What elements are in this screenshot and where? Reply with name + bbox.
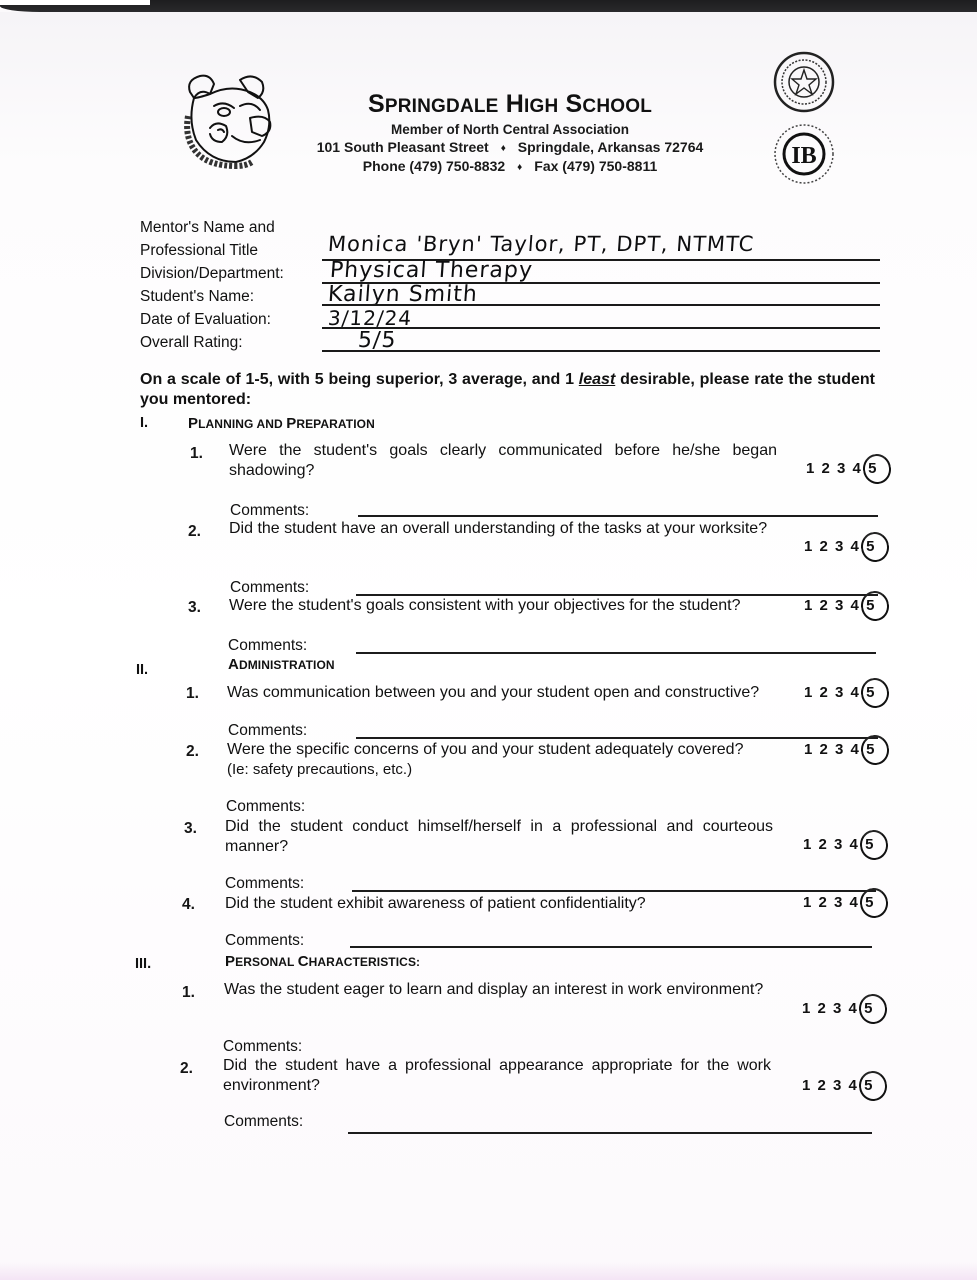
question-text: Were the student's goals clearly communicated before he/she began shadowing? — [229, 442, 777, 479]
title-initial: P — [225, 953, 236, 970]
overall-rating-line — [322, 350, 880, 352]
section-numeral: II. — [136, 662, 149, 678]
phone-number: Phone (479) 750-8832 — [362, 158, 506, 174]
rating-option-2[interactable]: 2 — [819, 741, 830, 758]
ib-seal-label: IB — [791, 143, 817, 169]
evaluation-date-label: Date of Evaluation: — [140, 311, 271, 328]
question-text: Did the student have an overall understanding of the tasks at your worksite? — [229, 520, 768, 537]
school-name-part: PRINGDALE — [384, 96, 499, 117]
fax-number: Fax (479) 750-8811 — [534, 158, 658, 174]
comments-label: Comments: — [224, 1113, 304, 1130]
address-line — [260, 139, 760, 155]
rating-scale[interactable] — [804, 684, 876, 701]
question-number: 1. — [186, 685, 199, 702]
department-value[interactable]: Physical Therapy — [329, 258, 534, 283]
rating-option-1[interactable]: 1 — [804, 741, 814, 758]
title-part: LANNING AND — [198, 417, 287, 431]
rating-option-2[interactable]: 2 — [818, 836, 829, 853]
bulldog-mascot-icon — [180, 70, 280, 170]
mentor-name-label-line2: Professional Title — [140, 242, 259, 259]
overall-rating-value[interactable]: 5/5 — [357, 328, 398, 353]
question-text: Did the student have a professional appearance appropriate for the work environment? — [223, 1057, 771, 1094]
rating-option-3[interactable]: 3 — [834, 836, 844, 853]
rating-option-5[interactable]: 5 — [866, 597, 876, 614]
rating-option-2[interactable]: 2 — [817, 1000, 828, 1017]
rating-option-2[interactable]: 2 — [817, 1077, 828, 1094]
rating-option-4[interactable]: 4 — [852, 460, 863, 477]
title-part: REPARATION — [296, 417, 375, 431]
rating-option-2[interactable]: 2 — [819, 538, 830, 555]
department-label: Division/Department: — [140, 265, 284, 282]
title-initial: P — [286, 415, 297, 432]
title-initial: C — [297, 953, 309, 970]
rating-option-1[interactable]: 1 — [803, 836, 813, 853]
school-name-part: IGH — [523, 96, 559, 117]
rating-instructions — [140, 370, 875, 410]
city-state-zip: Springdale, Arkansas 72764 — [517, 139, 704, 155]
evaluation-date-value[interactable]: 3/12/24 — [327, 306, 413, 330]
rating-option-5[interactable]: 5 — [864, 1077, 874, 1094]
rating-option-3[interactable]: 3 — [835, 538, 845, 555]
rating-option-1[interactable]: 1 — [802, 1077, 812, 1094]
association-line: Member of North Central Association — [390, 122, 630, 137]
rating-option-5[interactable]: 5 — [866, 538, 876, 555]
contact-line — [260, 158, 760, 174]
comments-input-line[interactable] — [348, 1132, 872, 1134]
rating-option-2[interactable]: 2 — [821, 460, 832, 477]
question-text: Did the student conduct himself/herself in a professional and courteous manner? — [225, 818, 773, 855]
comments-label: Comments: — [223, 1038, 303, 1055]
scan-bottom-tint — [0, 1262, 977, 1280]
rating-option-4[interactable]: 4 — [850, 597, 861, 614]
school-name — [260, 90, 760, 119]
rating-option-3[interactable]: 3 — [833, 1000, 843, 1017]
rating-option-3[interactable]: 3 — [834, 894, 844, 911]
school-name-initial: H — [505, 90, 524, 118]
rating-option-1[interactable]: 1 — [802, 1000, 812, 1017]
section-title-personal — [225, 953, 420, 970]
comments-input-line[interactable] — [350, 946, 872, 948]
question-text: Was communication between you and your student open and constructive? — [227, 684, 760, 701]
section-numeral: I. — [140, 415, 149, 431]
comments-label: Comments: — [225, 875, 305, 892]
comments-label: Comments: — [225, 932, 305, 949]
comments-input-line[interactable] — [356, 652, 876, 654]
rating-option-1[interactable]: 1 — [804, 597, 814, 614]
rating-scale[interactable] — [802, 1077, 874, 1094]
rating-scale[interactable] — [803, 894, 875, 911]
rating-option-1[interactable]: 1 — [803, 894, 813, 911]
instructions-emphasis: least — [578, 371, 616, 388]
rating-option-5[interactable]: 5 — [866, 741, 876, 758]
student-name-value[interactable]: Kailyn Smith — [327, 282, 479, 307]
rating-option-5[interactable]: 5 — [865, 894, 875, 911]
question-number: 1. — [190, 445, 203, 462]
comments-input-line[interactable] — [356, 737, 878, 739]
question-number: 3. — [184, 820, 197, 837]
rating-scale[interactable] — [802, 1000, 874, 1017]
scan-edge-highlight — [0, 0, 150, 5]
rating-option-3[interactable]: 3 — [837, 460, 847, 477]
rating-option-3[interactable]: 3 — [835, 741, 845, 758]
question-number: 3. — [188, 599, 201, 616]
comments-label: Comments: — [230, 502, 310, 519]
ib-seal-icon — [772, 122, 836, 186]
rating-option-1[interactable]: 1 — [804, 538, 814, 555]
rating-option-4[interactable]: 4 — [849, 894, 860, 911]
overall-rating-label: Overall Rating: — [140, 334, 243, 351]
question-text: Did the student exhibit awareness of patient confidentiality? — [225, 895, 646, 912]
question-number: 2. — [186, 743, 199, 760]
question-number: 1. — [182, 984, 195, 1001]
rating-option-3[interactable]: 3 — [835, 684, 845, 701]
rating-option-4[interactable]: 4 — [848, 1077, 859, 1094]
rating-option-4[interactable]: 4 — [849, 836, 860, 853]
instructions-text: On a scale of 1-5, with 5 being superior, 3 average, and 1 — [140, 371, 579, 388]
comments-label: Comments: — [228, 722, 308, 739]
question-text: Was the student eager to learn and display an interest in work environment? — [224, 981, 764, 998]
mentor-name-value[interactable]: Monica 'Bryn' Taylor, PT, DPT, NTMTC — [327, 232, 756, 256]
mentor-name-label-line1: Mentor's Name and — [140, 219, 275, 236]
title-part: HARACTERISTICS: — [308, 955, 421, 969]
rating-option-2[interactable]: 2 — [818, 894, 829, 911]
title-part: DMINISTRATION — [238, 658, 335, 672]
school-name-initial: S — [367, 90, 385, 118]
comments-input-line[interactable] — [352, 890, 876, 892]
question-text: Were the specific concerns of you and your student adequately covered? — [227, 741, 744, 758]
state-seal-icon — [772, 50, 836, 114]
section-title-administration — [228, 656, 335, 673]
rating-option-4[interactable]: 4 — [850, 741, 861, 758]
student-name-label: Student's Name: — [140, 288, 255, 305]
school-name-part: CHOOL — [582, 96, 653, 117]
rating-option-4[interactable]: 4 — [848, 1000, 859, 1017]
rating-option-2[interactable]: 2 — [819, 597, 830, 614]
section-numeral: III. — [135, 956, 152, 972]
rating-option-5[interactable]: 5 — [866, 684, 876, 701]
rating-option-2[interactable]: 2 — [819, 684, 830, 701]
question-subtext: (Ie: safety precautions, etc.) — [227, 761, 413, 778]
rating-option-5[interactable]: 5 — [868, 460, 878, 477]
comments-label: Comments: — [230, 579, 310, 596]
title-part: ERSONAL — [235, 955, 298, 969]
section-title-planning — [188, 415, 375, 432]
school-name-initial: S — [565, 90, 583, 118]
instructions-text: desirable, please rate the student you mentored: — [140, 371, 875, 408]
question-text: Were the student's goals consistent with your objectives for the student? — [229, 597, 741, 614]
comments-label: Comments: — [226, 798, 306, 815]
title-initial: A — [228, 656, 239, 673]
rating-scale[interactable] — [803, 836, 875, 853]
comments-label: Comments: — [228, 637, 308, 654]
question-number: 2. — [188, 523, 201, 540]
question-number: 4. — [182, 896, 195, 913]
rating-option-4[interactable]: 4 — [850, 538, 861, 555]
rating-scale[interactable] — [804, 597, 876, 614]
diamond-separator-icon: ♦ — [517, 162, 523, 173]
rating-option-3[interactable]: 3 — [835, 597, 845, 614]
title-initial: P — [188, 415, 199, 432]
rating-option-3[interactable]: 3 — [833, 1077, 843, 1094]
question-number: 2. — [180, 1060, 193, 1077]
rating-option-1[interactable]: 1 — [804, 684, 814, 701]
rating-scale[interactable] — [806, 460, 878, 477]
rating-scale[interactable] — [804, 538, 876, 555]
rating-option-4[interactable]: 4 — [850, 684, 861, 701]
rating-scale[interactable] — [804, 741, 876, 758]
evaluation-date-line — [322, 327, 880, 329]
rating-option-5[interactable]: 5 — [865, 836, 875, 853]
rating-option-5[interactable]: 5 — [864, 1000, 874, 1017]
rating-option-1[interactable]: 1 — [806, 460, 816, 477]
street-address: 101 South Pleasant Street — [316, 139, 489, 155]
diamond-separator-icon: ♦ — [500, 143, 506, 154]
comments-input-line[interactable] — [358, 515, 878, 517]
